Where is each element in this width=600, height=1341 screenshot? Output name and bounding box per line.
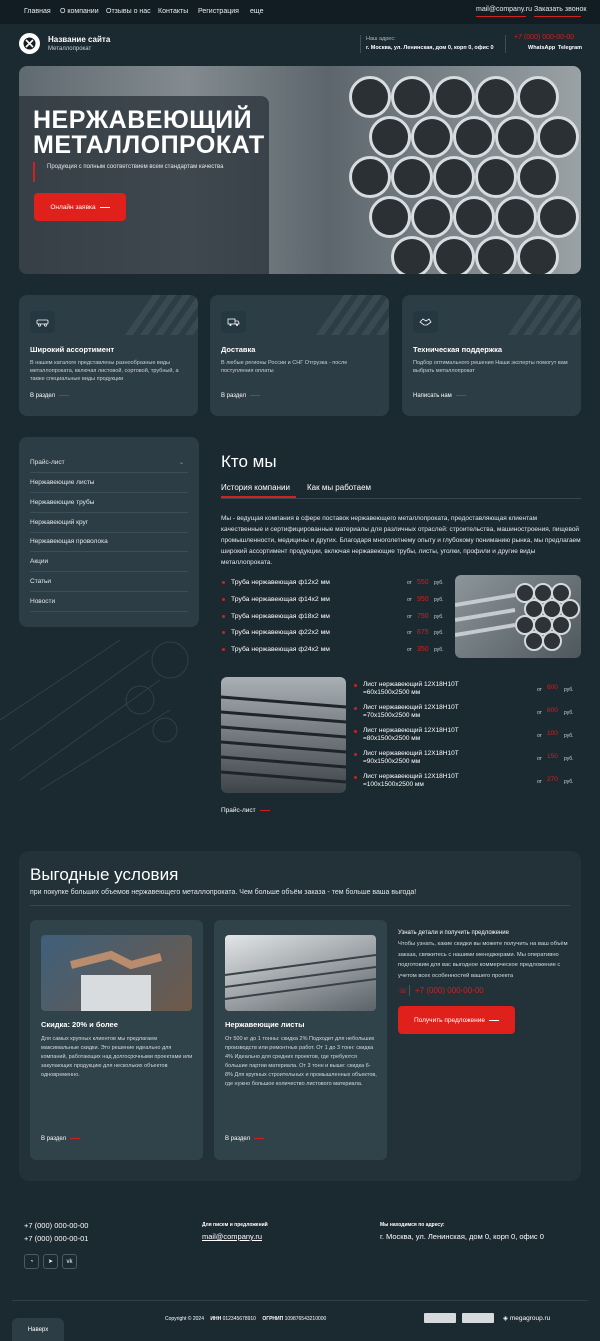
benefits-divider (30, 905, 570, 906)
pipe-name: Труба нержавеющая ф14x2 мм (231, 596, 330, 603)
list-item[interactable] (222, 629, 447, 636)
list-item[interactable] (222, 613, 447, 620)
online-request-button[interactable] (34, 193, 126, 221)
offer-title: Скидка: 20% и более (41, 1020, 118, 1029)
catalog-sidebar (19, 437, 199, 627)
footer-address: г. Москва, ул. Ленинская, дом 0, корп 0, офис 0 (380, 1232, 544, 1241)
sheet-price: 150 (547, 753, 558, 760)
list-item[interactable] (354, 773, 581, 789)
tab-how-we-work[interactable]: Как мы работаем (307, 483, 372, 492)
sheet-name: Лист нержавеющий 12Х18Н10Т (363, 681, 459, 688)
price-currency: руб. (564, 756, 574, 762)
telegram-link[interactable]: Telegram (558, 45, 583, 51)
nav-about[interactable]: О компании (60, 8, 99, 15)
nav-email[interactable]: mail@company.ru (476, 6, 532, 13)
footer-legal (165, 1316, 326, 1322)
megagroup-logo-icon: ◈ (503, 1315, 510, 1322)
logo-icon (22, 36, 37, 51)
get-offer-label: Получить предложение (414, 1016, 485, 1024)
price-currency: руб. (564, 687, 574, 693)
sidebar-item-label: Прайс-лист (30, 459, 65, 466)
whatsapp-icon[interactable]: ◔ (24, 1254, 39, 1269)
sidebar-item-sheets[interactable]: Нержавеющие листы (30, 479, 188, 493)
benefits-side-text: Чтобы узнать, какие скидки вы можете получить на ваш объём заказа, свяжитесь с нашими менеджерами. Мы оперативно подготовим для вас выгодное коммерческое предложение с учетом всех особенностей вашего проекта (398, 941, 568, 979)
benefits-subtitle: при покупке больших объемов нержавеющего металлопроката. Чем больше объём заказа - тем больше ваша выгода! (30, 889, 417, 896)
address-label: Наш адрес: (366, 36, 396, 42)
feature-link[interactable] (413, 393, 466, 399)
price-currency: руб. (434, 630, 444, 636)
offer-link-label: В раздел (41, 1136, 67, 1142)
sheet-name: Лист нержавеющий 12Х18Н10Т (363, 773, 459, 780)
site-title: Название сайта (48, 35, 111, 44)
price-currency: руб. (564, 733, 574, 739)
ogrn-value: 109876543210000 (284, 1316, 327, 1322)
price-from: от (537, 756, 542, 762)
list-item[interactable] (354, 704, 581, 720)
price-list-label: Прайс-лист (221, 807, 256, 814)
scroll-to-top-button[interactable]: Наверх (12, 1318, 64, 1341)
sheet-price: 600 (547, 684, 558, 691)
counter-badge-icon[interactable] (424, 1313, 456, 1323)
feature-card-delivery[interactable] (210, 295, 389, 416)
hero-accent-bar (33, 162, 35, 182)
feature-card-assortment[interactable] (19, 295, 198, 416)
offer-text: От 500 кг до 1 тонны: скидка 2% Подходит для небольших производств или ремонтных работ. От 1 до 3 тонн: скидка 4% Идеально для средних проектов, где требуются большие партии материала. От 3 тонн и выше: скидка 6-8% Для крупных строительных и промышленных объектов, где нужно большое количество листового материала. (225, 1036, 377, 1087)
ogrn-label: ОГРНИП (262, 1316, 284, 1322)
feature-text: Подбор оптимального решения Наши эксперты помогут вам выбрать металлопрокат (413, 360, 568, 374)
chevron-down-icon: ⌄ (178, 460, 184, 466)
sidebar-item-round[interactable]: Нержавеющий круг (30, 519, 188, 533)
sidebar-item-pipes[interactable]: Нержавеющие трубы (30, 499, 188, 513)
feature-link-label: В раздел (30, 393, 56, 399)
handshake-icon (413, 311, 438, 333)
email-underline (476, 16, 526, 17)
callback-underline (534, 16, 581, 17)
sidebar-item-price-list[interactable] (30, 459, 188, 473)
price-from: от (537, 710, 542, 716)
sheet-price: 100 (547, 730, 558, 737)
offer-text: Для самых крупных клиентов мы предлагаем максимальные скидки. Это решение идеально для компаний, работающих над долгосрочными проектами или закупающих продукцию для нескольких объектов одновременно. (41, 1036, 193, 1078)
feature-title: Широкий ассортимент (30, 345, 115, 354)
pipe-price: 750 (417, 613, 429, 620)
about-title: Кто мы (221, 452, 277, 471)
sidebar-item-wire[interactable]: Нержавеющая проволока (30, 538, 188, 552)
price-from: от (407, 647, 412, 653)
header-divider (360, 35, 361, 53)
handshake-image (41, 935, 192, 1011)
phone-icon: ☏ (398, 986, 409, 995)
arrow-dash (59, 395, 69, 396)
price-from: от (407, 597, 412, 603)
nav-more[interactable]: еще (250, 8, 264, 15)
feature-text: В любые регионы России и СНГ Отгрузка - после поступления оплаты (221, 360, 348, 374)
steel-sheets-image (225, 935, 376, 1011)
offer-card-sheets[interactable] (214, 920, 387, 1160)
list-item[interactable] (354, 750, 581, 766)
list-item[interactable] (222, 596, 447, 603)
list-item[interactable] (222, 646, 447, 653)
sheet-size: =60x1500x2500 мм (363, 689, 421, 696)
pipe-name: Труба нержавеющая ф24x2 мм (231, 646, 330, 653)
price-currency: руб. (564, 710, 574, 716)
footer-email[interactable]: mail@company.ru (202, 1232, 262, 1241)
header-divider-2 (505, 35, 506, 53)
offer-link[interactable] (41, 1136, 80, 1142)
nav-reviews[interactable]: Отзывы о нас (106, 8, 151, 15)
hero-title-line2: МЕТАЛЛОПРОКАТ (33, 131, 265, 159)
feature-title: Техническая поддержка (413, 345, 503, 354)
whatsapp-link[interactable]: WhatsApp (528, 45, 556, 51)
feature-link-label: В раздел (221, 393, 247, 399)
sheets-image (221, 677, 346, 793)
hero-banner (19, 66, 581, 274)
price-list-link[interactable] (221, 807, 270, 814)
benefits-title: Выгодные условия (30, 865, 179, 884)
feature-card-support[interactable] (402, 295, 581, 416)
callback-link[interactable]: Заказать звонок (534, 6, 587, 13)
sheet-price: 600 (547, 707, 558, 714)
copyright: Copyright © 2024 (165, 1316, 204, 1322)
price-currency: руб. (434, 647, 444, 653)
pipe-price: 675 (417, 629, 429, 636)
sheet-size: =70x1500x2500 мм (363, 712, 421, 719)
price-from: от (537, 733, 542, 739)
offer-link-label: В раздел (225, 1136, 251, 1142)
arrow-dash (489, 1020, 499, 1021)
price-currency: руб. (564, 779, 574, 785)
top-nav (0, 0, 600, 24)
get-offer-button[interactable] (398, 1006, 515, 1034)
footer-address-label: Мы находимся по адресу: (380, 1222, 445, 1228)
list-item[interactable] (354, 727, 581, 743)
inn-label: ИНН (210, 1316, 222, 1322)
sheet-name: Лист нержавеющий 12Х18Н10Т (363, 750, 459, 757)
site-logo[interactable] (19, 33, 40, 54)
price-from: от (407, 580, 412, 586)
nav-home[interactable]: Главная (24, 8, 51, 15)
tabs-divider (221, 498, 581, 499)
inn-value: 012345678910 (222, 1316, 256, 1322)
decorative-pipes-sketch (0, 600, 200, 800)
price-from: от (537, 687, 542, 693)
price-currency: руб. (434, 597, 444, 603)
pipe-name: Труба нержавеющая ф22x2 мм (231, 629, 330, 636)
pipes-photo (455, 575, 581, 658)
list-item[interactable] (222, 579, 447, 586)
car-icon (30, 311, 55, 333)
pipes-image (455, 575, 581, 658)
handshake-photo (41, 935, 192, 1011)
feature-title: Доставка (221, 345, 256, 354)
sheet-size: =80x1500x2500 мм (363, 735, 421, 742)
sidebar-item-promo[interactable]: Акции (30, 558, 188, 572)
price-from: от (407, 614, 412, 620)
nav-register[interactable]: Регистрация (198, 8, 239, 15)
hero-title-line1: НЕРЖАВЕЮЩИЙ (33, 106, 253, 134)
telegram-icon[interactable]: ➤ (43, 1254, 58, 1269)
pipe-price: 950 (417, 596, 429, 603)
price-currency: руб. (434, 580, 444, 586)
arrow-dash (260, 810, 270, 811)
feature-link-label: Написать нам (413, 393, 452, 399)
feature-link[interactable] (30, 393, 69, 399)
offer-link[interactable] (225, 1136, 264, 1142)
sidebar-item-articles[interactable]: Статьи (30, 578, 188, 592)
about-text: Мы - ведущая компания в сфере поставок нержавеющего металлопроката, предоставляющая клиентам качественные и сертифицированные материалы для различных отраслей: строительства, машиностроения, пищевой промышленности, медицины и других. Благодаря многолетнему опыту и глубокому пониманию рынка, мы предлагаем широкий ассортимент продукции, включая нержавеющие трубы, листы, уголки, профили и другие виды металлопроката. (221, 515, 581, 566)
nav-contacts[interactable]: Контакты (158, 8, 189, 15)
online-request-label: Онлайн заявка (50, 203, 96, 211)
hero-title (33, 108, 265, 158)
feature-text: В нашем каталоге представлены разнообразные виды металлопроката, включая листовой, сортовой, трубный, а также специальные виды продукции (30, 360, 179, 382)
price-from: от (537, 779, 542, 785)
truck-icon (221, 311, 246, 333)
footer-mail-label: Для писем и предложений (202, 1222, 268, 1228)
offer-title: Нержавеющие листы (225, 1020, 305, 1029)
phone-divider (409, 985, 410, 996)
megagroup-link[interactable] (503, 1314, 550, 1322)
arrow-dash (70, 1138, 80, 1139)
header-phone[interactable]: +7 (000) 000-00-00 (514, 34, 575, 41)
vk-icon[interactable]: vk (62, 1254, 77, 1269)
pipe-price: 350 (417, 646, 429, 653)
arrow-dash (100, 207, 110, 208)
sheet-price: 270 (547, 776, 558, 783)
sheet-name: Лист нержавеющий 12Х18Н10Т (363, 704, 459, 711)
pipe-name: Труба нержавеющая ф12x2 мм (231, 579, 330, 586)
pipe-price: 550 (417, 579, 429, 586)
hero-subtitle: Продукция с полным соответствием всем стандартам качества (47, 164, 224, 170)
arrow-dash (254, 1138, 264, 1139)
footer-phone-2[interactable]: +7 (000) 000-00-01 (24, 1234, 89, 1243)
counter-badge-icon-2[interactable] (462, 1313, 494, 1323)
sheet-size: =90x1500x2500 мм (363, 758, 421, 765)
sheets-offer-photo (225, 935, 376, 1011)
footer-divider (12, 1300, 588, 1301)
benefits-side-label: Узнать детали и получить предложение (398, 930, 509, 936)
price-from: от (407, 630, 412, 636)
megagroup-label: megagroup.ru (509, 1315, 551, 1322)
sheet-name: Лист нержавеющий 12Х18Н10Т (363, 727, 459, 734)
header-address: г. Москва, ул. Ленинская, дом 0, корп 0, офис 0 (366, 45, 494, 51)
site-subtitle: Металлопрокат (48, 46, 92, 52)
tab-history[interactable]: История компании (221, 483, 290, 492)
footer-phone-1[interactable]: +7 (000) 000-00-00 (24, 1221, 89, 1230)
pipe-name: Труба нержавеющая ф18x2 мм (231, 613, 330, 620)
arrow-dash (250, 395, 260, 396)
price-currency: руб. (434, 614, 444, 620)
arrow-dash (456, 395, 466, 396)
sheet-size: =100x1500x2500 мм (363, 781, 424, 788)
offer-card-discount[interactable] (30, 920, 203, 1160)
list-item[interactable] (354, 681, 581, 697)
sidebar-item-news[interactable]: Новости (30, 598, 188, 612)
sheets-photo (221, 677, 346, 793)
feature-link[interactable] (221, 393, 260, 399)
benefits-phone[interactable]: +7 (000) 000-00-00 (415, 986, 484, 995)
